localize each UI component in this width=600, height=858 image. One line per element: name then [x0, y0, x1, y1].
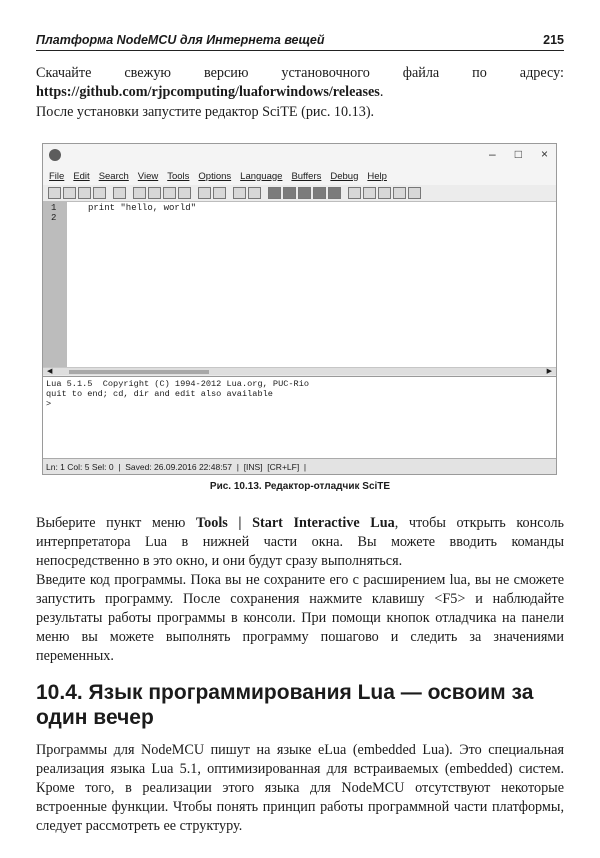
watch-icon[interactable] [363, 187, 376, 199]
running-header-title: Платформа NodeMCU для Интернета вещей [36, 33, 325, 47]
delete-icon[interactable] [178, 187, 191, 199]
line-number-gutter [43, 202, 67, 367]
menu-bar [43, 167, 556, 185]
section-paragraph: Программы для NodeMCU пишут на языке eLua (embedded Lua). Это специальная реализация языка Lua 5.1, оптимизированная для встраиваемых (embedded) систем. Кроме того, в реализации этого языка для NodeMCU отсутствуют некоторые встроенные функции. Чтобы понять принцип работы программной части платформы, следует рассмотреть ее структуру. [36, 742, 564, 834]
p1-end: , чтобы открыть консоль интерпретатора Lua в нижней части окна. Вы можете вводить команды непосредственно в это окно, и они будут сразу выполняться. [36, 515, 564, 569]
download-link[interactable]: https://github.com/rjpcomputing/luaforwindows/releases [36, 84, 380, 100]
line-code: print "hello, world" [88, 203, 197, 213]
page-number: 215 [543, 33, 564, 47]
breakpoint-icon[interactable] [348, 187, 361, 199]
output-line: Lua 5.1.5 Copyright (C) 1994-2012 Lua.org, PUC-Rio [46, 379, 310, 389]
step-into-icon[interactable] [283, 187, 296, 199]
menu-tools[interactable]: Tools [167, 170, 190, 182]
step-out-icon[interactable] [313, 187, 326, 199]
print-icon[interactable] [113, 187, 126, 199]
menu-options[interactable]: Options [198, 170, 232, 182]
step-over-icon[interactable] [298, 187, 311, 199]
menu-search[interactable]: Search [98, 170, 129, 182]
download-text: Скачайте свежую версию установочного файла по адресу: [36, 65, 564, 81]
output-line: quit to end; cd, dir and edit also available [46, 389, 273, 399]
window-titlebar [43, 144, 556, 167]
open-file-icon[interactable] [63, 187, 76, 199]
menu-instruction-paragraph [36, 514, 564, 571]
download-paragraph: Скачайте свежую версию установочного файла по адресу: https://github.com/rjpcomputing/luaforwindows/releases. [36, 65, 564, 100]
close-file-icon[interactable] [93, 187, 106, 199]
find-icon[interactable] [233, 187, 246, 199]
redo-icon[interactable] [213, 187, 226, 199]
replace-icon[interactable] [248, 187, 261, 199]
p1-start: Выберите пункт меню [36, 515, 196, 531]
menu-help[interactable]: Help [367, 170, 387, 182]
maximize-button[interactable]: □ [514, 147, 522, 161]
stop-debug-icon[interactable] [328, 187, 341, 199]
cut-icon[interactable] [133, 187, 146, 199]
new-file-icon[interactable] [48, 187, 61, 199]
menu-edit[interactable]: Edit [73, 170, 90, 182]
section-heading: 10.4. Язык программирования Lua — освоим за один вечер [36, 681, 534, 729]
running-header [36, 31, 564, 51]
scrollbar-thumb[interactable] [69, 370, 209, 374]
menu-debug[interactable]: Debug [330, 170, 359, 182]
code-instruction-paragraph: Введите код программы. Пока вы не сохраните его с расширением lua, вы не сможете запустить программу. После сохранения нажмите клавишу <F5> и наблюдайте результаты работы программы в консоли. При помощи кнопок отладчика на панели меню вы можете выполнять программу пошагово и следить за значениями переменных. [36, 572, 564, 664]
locals-icon[interactable] [378, 187, 391, 199]
run-icon[interactable] [268, 187, 281, 199]
menu-path: Tools | Start Interactive Lua [195, 515, 395, 531]
minimize-button[interactable]: – [489, 147, 496, 161]
scroll-left-icon[interactable]: ◀ [47, 368, 53, 375]
line-number: 2 [51, 213, 57, 223]
clear-output-icon[interactable] [408, 187, 421, 199]
figure-caption: Рис. 10.13. Редактор-отладчик SciTE [209, 481, 391, 492]
menu-language[interactable]: Language [240, 170, 283, 182]
close-button[interactable]: × [540, 147, 548, 161]
scroll-right-icon[interactable]: ▶ [546, 368, 552, 375]
code-editor[interactable] [43, 202, 556, 367]
horizontal-scrollbar[interactable] [43, 367, 556, 375]
line-number: 1 [51, 203, 57, 213]
app-icon [49, 149, 61, 161]
save-icon[interactable] [78, 187, 91, 199]
copy-icon[interactable] [148, 187, 161, 199]
menu-buffers[interactable]: Buffers [291, 170, 322, 182]
stack-icon[interactable] [393, 187, 406, 199]
after-install-paragraph: После установки запустите редактор SciTE (рис. 10.13). [36, 104, 375, 120]
paste-icon[interactable] [163, 187, 176, 199]
undo-icon[interactable] [198, 187, 211, 199]
output-prompt: > [46, 399, 52, 409]
menu-view[interactable]: View [137, 170, 159, 182]
toolbar [43, 185, 556, 202]
scite-screenshot [42, 143, 557, 475]
status-bar: Ln: 1 Col: 5 Sel: 0 | Saved: 26.09.2016 22:48:57 | [INS] [CR+LF] | [43, 458, 556, 475]
menu-file[interactable]: File [49, 170, 65, 182]
output-console[interactable] [43, 376, 556, 458]
